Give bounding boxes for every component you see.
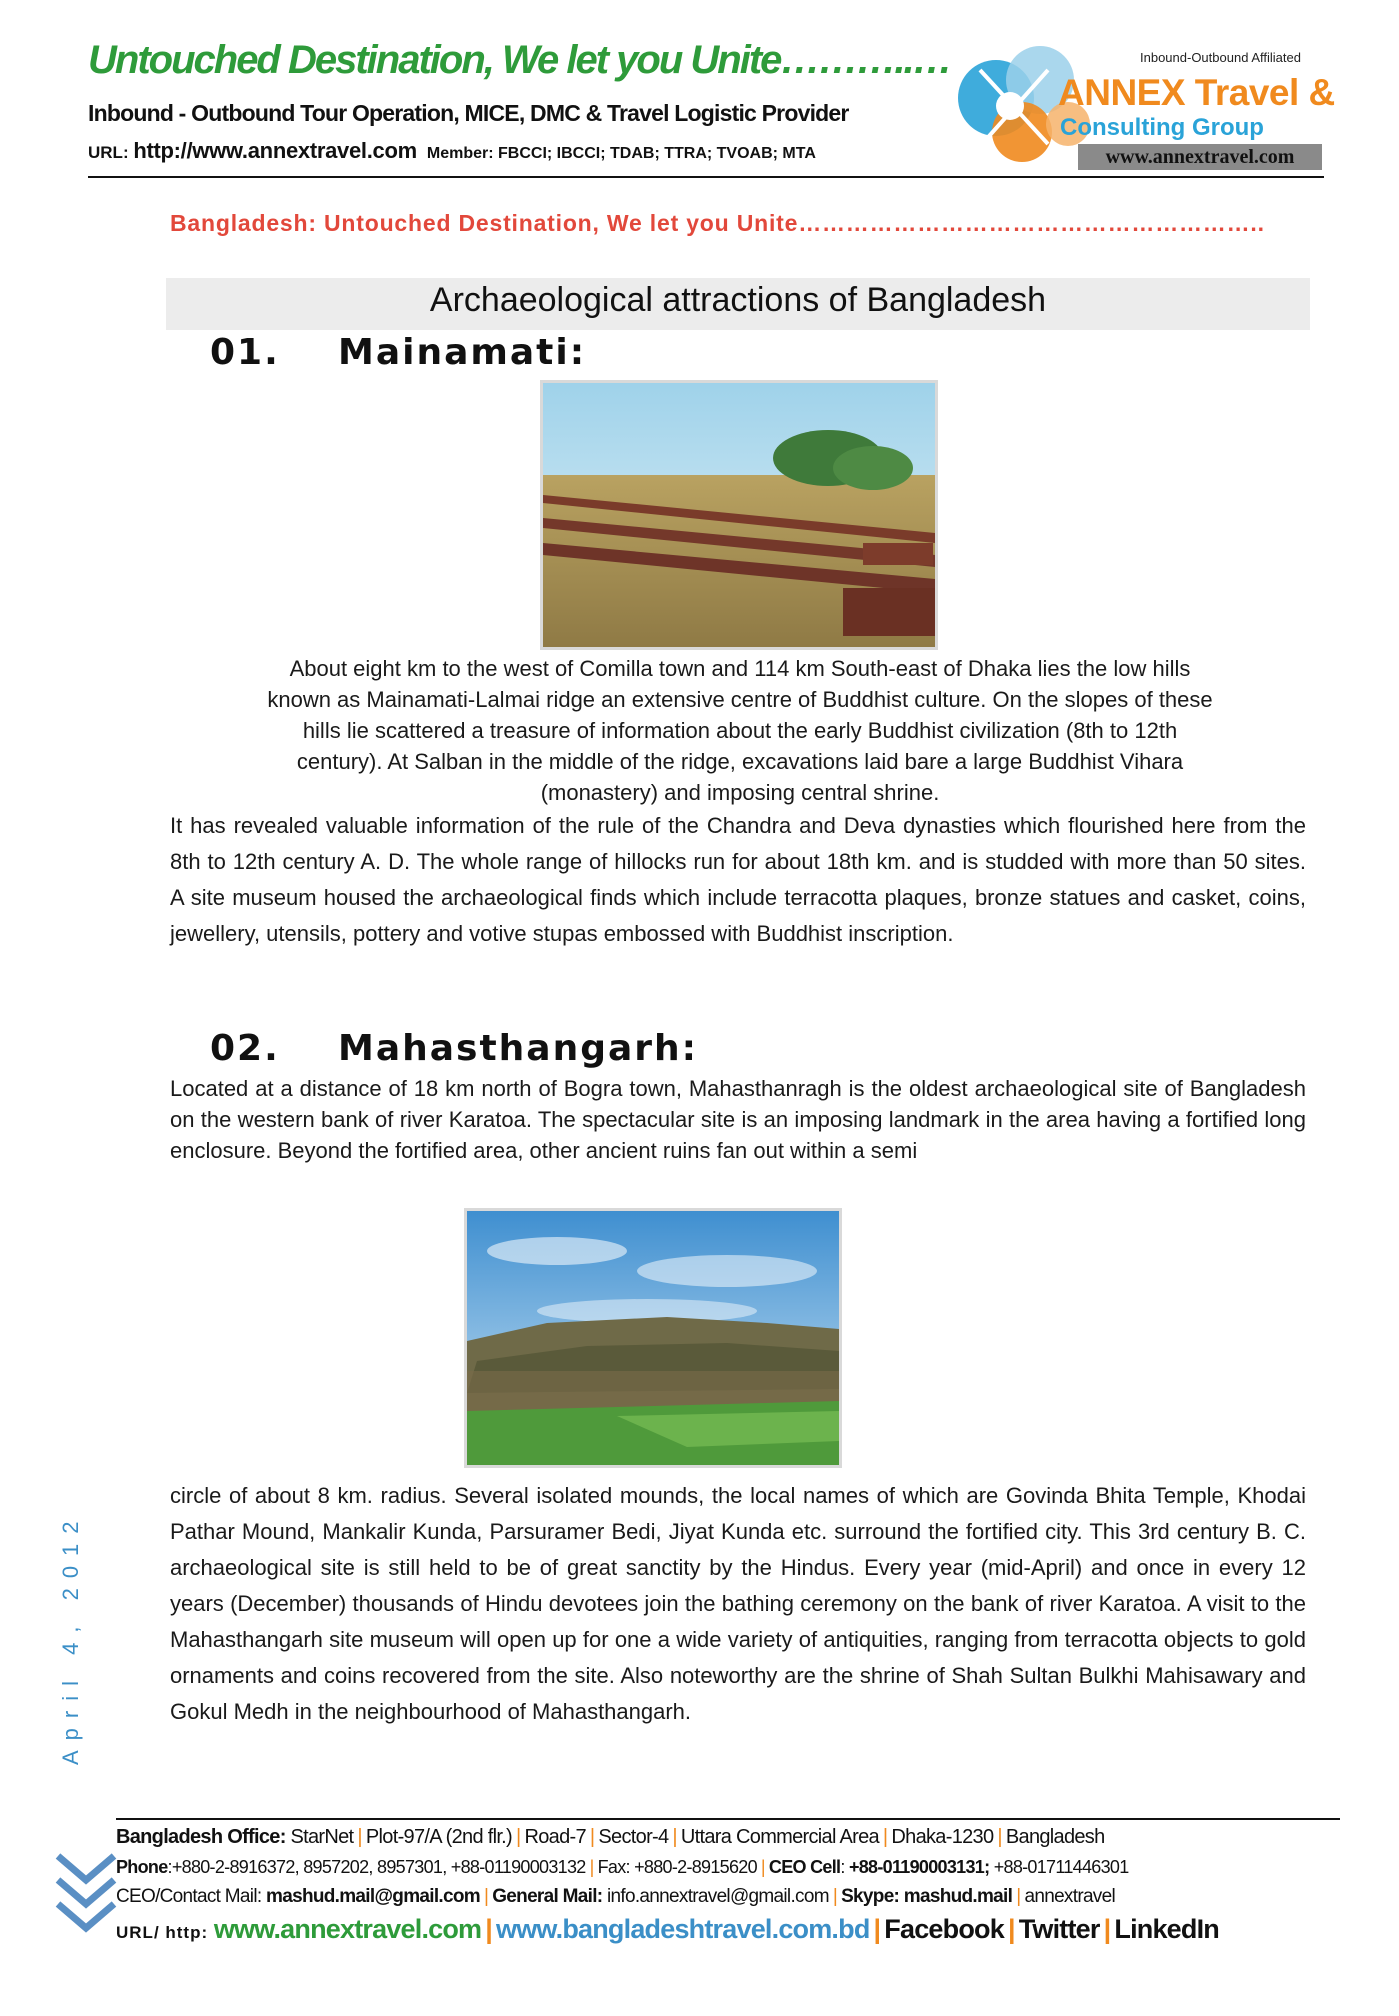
section-heading-mahasthangarh [210, 1028, 698, 1069]
skype-label: Skype: mashud.mail [841, 1886, 1013, 1907]
ceo-mail-label: CEO/Contact Mail: [116, 1886, 267, 1907]
office-part: Uttara Commercial Area [680, 1826, 879, 1848]
section-heading-mainamati [210, 332, 586, 373]
header-tagline: Untouched Destination, We let you Unite………..… [88, 38, 951, 82]
header-members: Member: FBCCI; IBCCI; TDAB; TTRA; TVOAB; MTA [426, 145, 816, 162]
mahasthangarh-ruins-image [467, 1211, 839, 1465]
footer-divider [116, 1818, 1340, 1820]
logo-brand: ANNEX Travel & [1058, 72, 1335, 113]
phone-label: Phone [116, 1857, 168, 1877]
text-line: known as Mainamati-Lalmai ridge an extensive centre of Buddhist culture. On the slopes of these [267, 687, 1213, 712]
office-part: StarNet [290, 1826, 354, 1848]
phone-numbers: :+880-2-8916372, 8957202, 8957301, +88-01190003132 [167, 1857, 586, 1877]
skype-extra: annextravel [1024, 1886, 1115, 1907]
mainamati-ruins-image [543, 383, 935, 647]
ceo-cell: +88-01190003131; [848, 1857, 990, 1877]
page-title: Archaeological attractions of Bangladesh [429, 281, 1047, 319]
office-part: Dhaka-1230 [891, 1826, 994, 1848]
twitter-link[interactable]: Twitter [1018, 1914, 1100, 1944]
footer-links-line: URL/ http: www.annextravel.com | www.bangladeshtravel.com.bd | Facebook | Twitter | LinkedIn [116, 1914, 1219, 1944]
page-subtitle: Bangladesh: Untouched Destination, We let you Unite………………………………………………….. [170, 210, 1265, 236]
header-affiliated: Inbound-Outbound Affiliated [1140, 50, 1301, 65]
ceo-mail-link[interactable]: mashud.mail@gmail.com [266, 1886, 480, 1907]
ceo-cell-label: CEO Cell [768, 1857, 841, 1877]
side-date-text: April 4, 2012 [58, 1511, 83, 1765]
logo-url: www.annextravel.com [1078, 144, 1322, 170]
logo-subtitle: Consulting Group [1060, 114, 1264, 141]
header-services: Inbound - Outbound Tour Operation, MICE, DMC & Travel Logistic Provider [88, 100, 849, 126]
footer-url-annextravel[interactable]: www.annextravel.com [213, 1914, 482, 1944]
mahasthangarh-photo [464, 1208, 842, 1468]
footer-phone-line: Phone:+880-2-8916372, 8957202, 8957301, +88-01190003132 | Fax: +880-2-8915620 | CEO Cell: +88-01190003131; +88-01711446301 [116, 1857, 1129, 1877]
section-number: 02. [210, 1028, 280, 1069]
header-url-row [88, 138, 816, 164]
mainamati-intro [170, 653, 1310, 808]
chevron-down-icon [54, 1850, 118, 1945]
header-url-link[interactable]: http://www.annextravel.com [133, 138, 417, 163]
office-part: Sector-4 [598, 1826, 669, 1848]
section-name: Mainamati: [338, 332, 587, 373]
facebook-link[interactable]: Facebook [884, 1914, 1004, 1944]
side-date [58, 1511, 88, 1765]
mahasthangarh-body-2: circle of about 8 km. radius. Several isolated mounds, the local names of which are Govinda Bhita Temple, Khodai Pathar Mound, Mankalir Kunda, Parsuramer Bedi, Jiyat Kunda etc. surround the fortified city. This 3rd century B. C. archaeological site is still held to be of great sanctity by the Hindus. Every year (mid-April) and once in every 12 years (December) thousands of Hindu devotees join the bathing ceremony on the bank of river Karatoa. A visit to the Mahasthangarh site museum will open up for one a wide variety of antiquities, ranging from terracotta objects to gold ornaments and coins recovered from the site. Also noteworthy are the shrine of Shah Sultan Bulkhi Mahisawary and Gokul Medh in the neighbourhood of Mahasthangarh. [170, 1483, 1306, 1724]
footer-mail-line: CEO/Contact Mail: mashud.mail@gmail.com | General Mail: info.annextravel@gmail.com | Skype: mashud.mail | annextravel [116, 1886, 1115, 1907]
footer-url-label: URL/ http: [116, 1923, 214, 1942]
text-line: century). At Salban in the middle of the ridge, excavations laid bare a large Buddhist Vihara [296, 749, 1184, 774]
footer-url-bangladeshtravel[interactable]: www.bangladeshtravel.com.bd [496, 1914, 870, 1944]
linkedin-link[interactable]: LinkedIn [1114, 1914, 1219, 1944]
office-part: Bangladesh [1005, 1826, 1105, 1848]
mainamati-body: It has revealed valuable information of the rule of the Chandra and Deva dynasties which flourished here from the 8th to 12th century A. D. The whole range of hillocks run for about 18th km. and is studded with more than 50 sites. A site museum housed the archaeological finds which include terracotta plaques, bronze statues and casket, coins, jewellery, utensils, pottery and votive stupas embossed with Buddhist inscription. [170, 813, 1306, 946]
text-line: About eight km to the west of Comilla town and 114 km South-east of Dhaka lies the low hills [289, 656, 1191, 681]
general-mail-label: General Mail: [492, 1886, 603, 1907]
office-label: Bangladesh Office: [116, 1826, 286, 1848]
text-line: (monastery) and imposing central shrine. [540, 780, 940, 805]
mainamati-photo [540, 380, 938, 650]
url-label: URL: [88, 143, 134, 162]
mahasthangarh-body-1: Located at a distance of 18 km north of Bogra town, Mahasthanragh is the oldest archaeological site of Bangladesh on the western bank of river Karatoa. The spectacular site is an imposing landmark in the area having a fortified long enclosure. Beyond the fortified area, other ancient ruins fan out within a semi [170, 1076, 1306, 1163]
footer-office-line: Bangladesh Office: StarNet | Plot-97/A (2nd flr.) | Road-7 | Sector-4 | Uttara Commercial Area | Dhaka-1230 | Bangladesh [116, 1826, 1105, 1848]
section-name: Mahasthangarh: [338, 1028, 699, 1069]
section-number: 01. [210, 332, 280, 373]
header-divider [88, 176, 1324, 178]
text-line: hills lie scattered a treasure of information about the early Buddhist civilization (8th to 12th [302, 718, 1178, 743]
office-part: Plot-97/A (2nd flr.) [365, 1826, 513, 1848]
fax-number: Fax: +880-2-8915620 [597, 1857, 757, 1877]
general-mail-link[interactable]: info.annextravel@gmail.com [602, 1886, 829, 1907]
office-part: Road-7 [524, 1826, 586, 1848]
ceo-cell-extra: +88-01711446301 [989, 1857, 1129, 1877]
